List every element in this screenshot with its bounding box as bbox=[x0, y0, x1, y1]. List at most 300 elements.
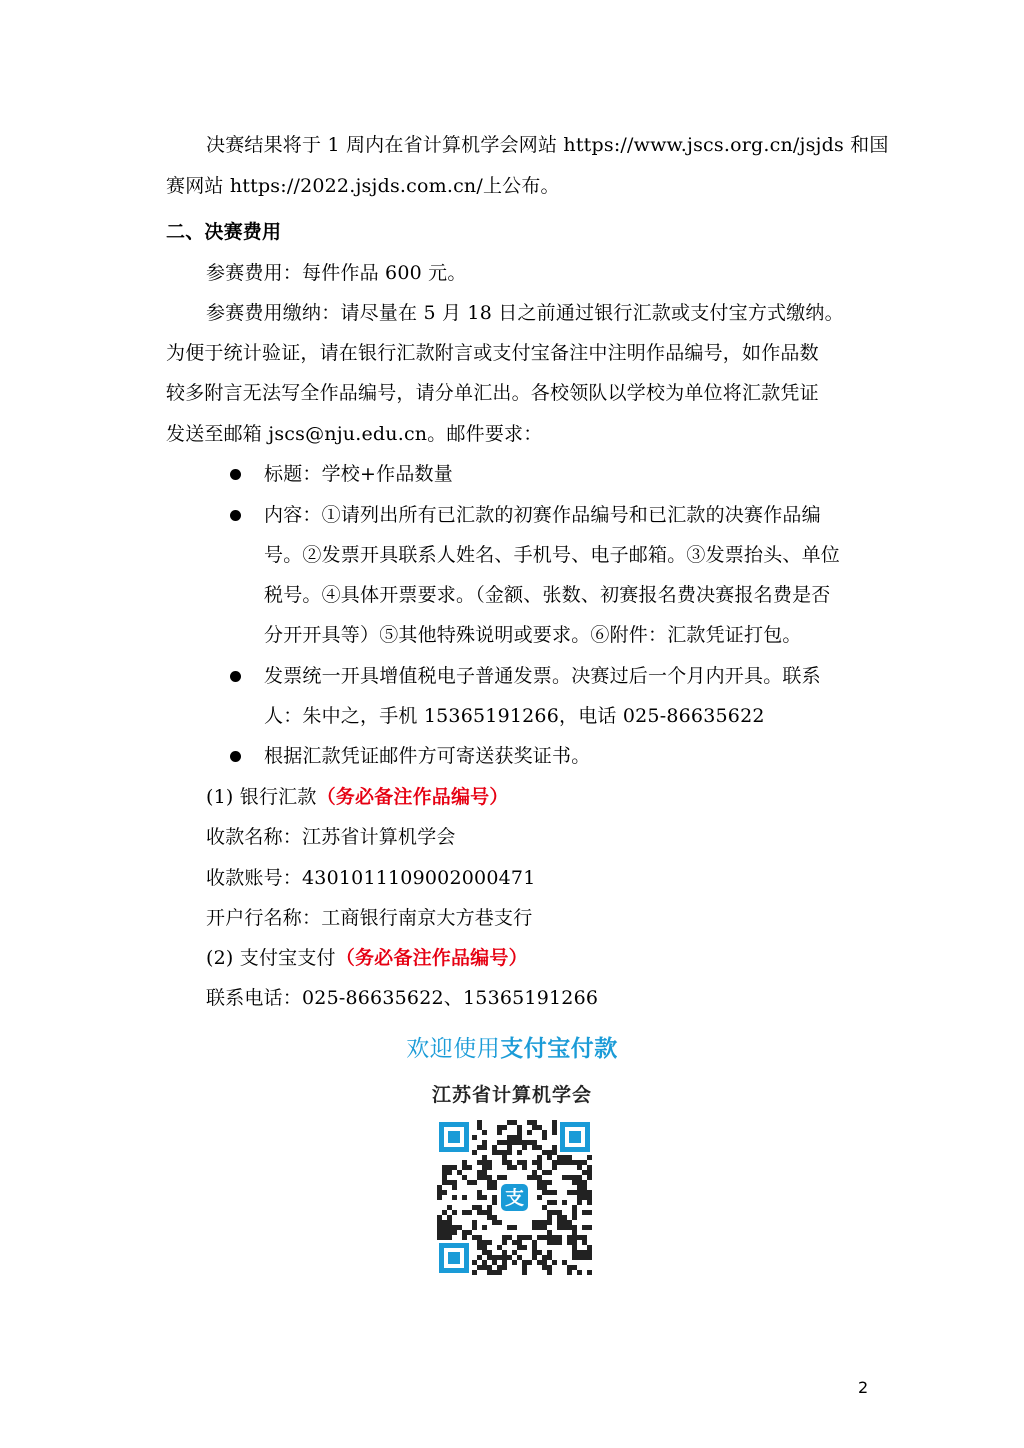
alipay-org-name: 江苏省计算机学会 bbox=[431, 1084, 592, 1106]
payment-line-1: 参赛费用缴纳：请尽量在 5 月 18 日之前通过银行汇款或支付宝方式缴纳。 bbox=[206, 302, 844, 324]
qr-module bbox=[572, 1210, 577, 1215]
qr-module bbox=[452, 1185, 457, 1190]
qr-module bbox=[537, 1220, 542, 1225]
qr-module bbox=[447, 1225, 452, 1230]
qr-module bbox=[482, 1195, 487, 1200]
qr-module bbox=[442, 1180, 447, 1185]
qr-module bbox=[482, 1130, 487, 1135]
qr-module bbox=[497, 1220, 502, 1225]
qr-module bbox=[442, 1175, 447, 1180]
qr-module bbox=[502, 1175, 507, 1180]
qr-module bbox=[542, 1235, 547, 1240]
bank-transfer-note: （务必备注作品编号） bbox=[316, 786, 509, 808]
qr-module bbox=[547, 1170, 552, 1175]
qr-module bbox=[497, 1140, 502, 1145]
qr-module bbox=[492, 1195, 497, 1200]
alipay-welcome-prefix: 欢迎使用 bbox=[406, 1036, 501, 1062]
qr-module bbox=[492, 1270, 497, 1275]
qr-module bbox=[482, 1250, 487, 1255]
qr-module bbox=[437, 1220, 442, 1225]
qr-module bbox=[572, 1160, 577, 1165]
qr-module bbox=[462, 1230, 467, 1235]
qr-module bbox=[442, 1230, 447, 1235]
qr-module bbox=[452, 1165, 457, 1170]
qr-module bbox=[532, 1225, 537, 1230]
qr-module bbox=[497, 1125, 502, 1130]
qr-module bbox=[472, 1270, 477, 1275]
qr-module bbox=[562, 1260, 567, 1265]
qr-module bbox=[507, 1255, 512, 1260]
qr-module bbox=[552, 1160, 557, 1165]
bullet-item-title: 标题：学校+作品数量 bbox=[264, 463, 453, 485]
qr-module bbox=[517, 1135, 522, 1140]
qr-module bbox=[547, 1210, 552, 1215]
qr-module bbox=[537, 1160, 542, 1165]
qr-module bbox=[582, 1190, 587, 1195]
qr-module bbox=[467, 1210, 472, 1215]
qr-module bbox=[542, 1170, 547, 1175]
qr-module bbox=[532, 1125, 537, 1130]
qr-module bbox=[447, 1180, 452, 1185]
qr-module bbox=[462, 1175, 467, 1180]
results-line-2: 赛网站 https://2022.jsjds.com.cn/上公布。 bbox=[166, 175, 560, 197]
qr-module bbox=[522, 1145, 527, 1150]
qr-module bbox=[507, 1165, 512, 1170]
qr-module bbox=[562, 1220, 567, 1225]
qr-module bbox=[527, 1260, 532, 1265]
qr-module bbox=[542, 1255, 547, 1260]
qr-module bbox=[502, 1260, 507, 1265]
qr-module bbox=[482, 1155, 487, 1160]
section-heading: 二、决赛费用 bbox=[166, 221, 282, 243]
qr-module bbox=[492, 1200, 497, 1205]
qr-module bbox=[517, 1240, 522, 1245]
qr-module bbox=[582, 1255, 587, 1260]
payment-line-4: 发送至邮箱 jscs@nju.edu.cn。邮件要求： bbox=[166, 423, 543, 445]
qr-module bbox=[547, 1150, 552, 1155]
qr-module bbox=[487, 1205, 492, 1210]
qr-module bbox=[477, 1255, 482, 1260]
qr-module bbox=[507, 1160, 512, 1165]
qr-module bbox=[477, 1125, 482, 1130]
qr-module bbox=[547, 1220, 552, 1225]
qr-module bbox=[487, 1160, 492, 1165]
qr-module bbox=[477, 1175, 482, 1180]
qr-module bbox=[462, 1165, 467, 1170]
qr-module bbox=[447, 1220, 452, 1225]
qr-module bbox=[482, 1265, 487, 1270]
qr-module bbox=[572, 1265, 577, 1270]
qr-module bbox=[482, 1245, 487, 1250]
qr-module bbox=[537, 1175, 542, 1180]
qr-module bbox=[572, 1245, 577, 1250]
qr-module bbox=[487, 1265, 492, 1270]
fee-line: 参赛费用：每件作品 600 元。 bbox=[206, 262, 467, 284]
qr-module bbox=[492, 1260, 497, 1265]
qr-module bbox=[472, 1220, 477, 1225]
bullet-item-invoice-2: 人：朱中之，手机 15365191266，电话 025-86635622 bbox=[264, 705, 765, 727]
qr-module bbox=[477, 1240, 482, 1245]
qr-module bbox=[582, 1185, 587, 1190]
qr-module bbox=[522, 1140, 527, 1145]
qr-module bbox=[447, 1170, 452, 1175]
qr-module bbox=[587, 1190, 592, 1195]
qr-module bbox=[577, 1270, 582, 1275]
bullet-item-content-3: 税号。④具体开票要求。（金额、张数、初赛报名费决赛报名费是否 bbox=[264, 584, 831, 606]
qr-module bbox=[547, 1230, 552, 1235]
qr-module bbox=[437, 1235, 442, 1240]
qr-finder-bottom-left bbox=[439, 1243, 469, 1273]
qr-module bbox=[572, 1235, 577, 1240]
qr-module bbox=[562, 1225, 567, 1230]
qr-module bbox=[482, 1160, 487, 1165]
page-number: 2 bbox=[858, 1378, 869, 1397]
qr-module bbox=[532, 1120, 537, 1125]
qr-module bbox=[507, 1135, 512, 1140]
qr-module bbox=[557, 1155, 562, 1160]
qr-module bbox=[537, 1235, 542, 1240]
qr-module bbox=[442, 1225, 447, 1230]
qr-module bbox=[502, 1155, 507, 1160]
qr-module bbox=[522, 1245, 527, 1250]
bank-transfer-label bbox=[206, 785, 509, 809]
qr-module bbox=[567, 1155, 572, 1160]
qr-module bbox=[497, 1270, 502, 1275]
qr-module bbox=[442, 1210, 447, 1215]
qr-module bbox=[492, 1255, 497, 1260]
qr-module bbox=[557, 1225, 562, 1230]
qr-module bbox=[582, 1160, 587, 1165]
qr-module bbox=[487, 1165, 492, 1170]
qr-module bbox=[497, 1150, 502, 1155]
qr-module bbox=[567, 1265, 572, 1270]
qr-module bbox=[477, 1190, 482, 1195]
qr-module bbox=[512, 1260, 517, 1265]
qr-module bbox=[512, 1165, 517, 1170]
qr-module bbox=[482, 1240, 487, 1245]
qr-module bbox=[537, 1225, 542, 1230]
qr-module bbox=[557, 1220, 562, 1225]
qr-module bbox=[477, 1160, 482, 1165]
qr-module bbox=[472, 1150, 477, 1155]
qr-module bbox=[487, 1185, 492, 1190]
account-number: 收款账号：4301011109002000471 bbox=[206, 867, 536, 889]
qr-module bbox=[437, 1225, 442, 1230]
qr-module bbox=[582, 1225, 587, 1230]
qr-module bbox=[517, 1140, 522, 1145]
qr-module bbox=[562, 1160, 567, 1165]
qr-module bbox=[547, 1235, 552, 1240]
alipay-note: （务必备注作品编号） bbox=[335, 947, 528, 969]
results-line-1: 决赛结果将于 1 周内在省计算机学会网站 https://www.jscs.org.cn/jsjds 和国 bbox=[206, 134, 889, 156]
qr-module bbox=[517, 1160, 522, 1165]
alipay-label bbox=[206, 946, 528, 970]
qr-module bbox=[507, 1225, 512, 1230]
qr-module bbox=[482, 1170, 487, 1175]
bullet-item-invoice-1: 发票统一开具增值税电子普通发票。决赛过后一个月内开具。联系 bbox=[264, 665, 821, 687]
qr-module bbox=[447, 1235, 452, 1240]
qr-module bbox=[502, 1235, 507, 1240]
qr-module bbox=[482, 1165, 487, 1170]
qr-module bbox=[517, 1125, 522, 1130]
qr-module bbox=[502, 1265, 507, 1270]
qr-module bbox=[492, 1150, 497, 1155]
qr-module bbox=[532, 1240, 537, 1245]
qr-module bbox=[572, 1180, 577, 1185]
qr-module bbox=[502, 1140, 507, 1145]
qr-module bbox=[542, 1205, 547, 1210]
qr-module bbox=[487, 1270, 492, 1275]
qr-module bbox=[532, 1170, 537, 1175]
alipay-welcome-banner bbox=[0, 1030, 1024, 1063]
qr-module bbox=[482, 1225, 487, 1230]
qr-module bbox=[537, 1165, 542, 1170]
qr-module bbox=[547, 1255, 552, 1260]
alipay-logo-icon bbox=[499, 1182, 530, 1213]
qr-module bbox=[502, 1150, 507, 1155]
qr-module bbox=[477, 1145, 482, 1150]
qr-module bbox=[567, 1175, 572, 1180]
qr-module bbox=[567, 1190, 572, 1195]
qr-module bbox=[552, 1130, 557, 1135]
qr-module bbox=[572, 1240, 577, 1245]
qr-module bbox=[547, 1190, 552, 1195]
qr-module bbox=[572, 1225, 577, 1230]
qr-module bbox=[542, 1220, 547, 1225]
qr-module bbox=[502, 1250, 507, 1255]
qr-module bbox=[557, 1210, 562, 1215]
qr-module bbox=[472, 1235, 477, 1240]
qr-module bbox=[552, 1235, 557, 1240]
qr-module bbox=[537, 1125, 542, 1130]
qr-module bbox=[517, 1130, 522, 1135]
qr-module bbox=[532, 1160, 537, 1165]
qr-module bbox=[577, 1200, 582, 1205]
qr-module bbox=[437, 1185, 442, 1190]
qr-module bbox=[552, 1240, 557, 1245]
qr-module bbox=[577, 1180, 582, 1185]
qr-module bbox=[467, 1180, 472, 1185]
alipay-title: (2) 支付宝支付 bbox=[206, 947, 336, 969]
qr-module bbox=[537, 1195, 542, 1200]
qr-module bbox=[542, 1135, 547, 1140]
qr-module bbox=[542, 1225, 547, 1230]
qr-module bbox=[567, 1235, 572, 1240]
qr-module bbox=[452, 1195, 457, 1200]
qr-module bbox=[512, 1225, 517, 1230]
qr-module bbox=[537, 1155, 542, 1160]
qr-module bbox=[547, 1180, 552, 1185]
qr-module bbox=[462, 1235, 467, 1240]
qr-module bbox=[532, 1245, 537, 1250]
qr-module bbox=[487, 1250, 492, 1255]
qr-module bbox=[542, 1185, 547, 1190]
qr-module bbox=[492, 1185, 497, 1190]
qr-module bbox=[477, 1120, 482, 1125]
qr-module bbox=[562, 1200, 567, 1205]
qr-module bbox=[492, 1220, 497, 1225]
qr-module bbox=[487, 1180, 492, 1185]
qr-module bbox=[512, 1120, 517, 1125]
qr-module bbox=[447, 1165, 452, 1170]
qr-module bbox=[477, 1235, 482, 1240]
qr-module bbox=[582, 1210, 587, 1215]
qr-module bbox=[572, 1190, 577, 1195]
qr-module bbox=[577, 1175, 582, 1180]
qr-module bbox=[442, 1170, 447, 1175]
qr-module bbox=[482, 1260, 487, 1265]
qr-module bbox=[487, 1240, 492, 1245]
bullet-item-content-1: 内容：①请列出所有已汇款的初赛作品编号和已汇款的决赛作品编 bbox=[264, 504, 821, 526]
qr-module bbox=[577, 1190, 582, 1195]
qr-module bbox=[577, 1195, 582, 1200]
qr-module bbox=[537, 1250, 542, 1255]
qr-module bbox=[517, 1255, 522, 1260]
qr-module bbox=[477, 1245, 482, 1250]
qr-module bbox=[472, 1180, 477, 1185]
qr-module bbox=[447, 1215, 452, 1220]
qr-module bbox=[477, 1205, 482, 1210]
qr-module bbox=[512, 1250, 517, 1255]
qr-module bbox=[452, 1210, 457, 1215]
qr-module bbox=[547, 1270, 552, 1275]
qr-module bbox=[587, 1250, 592, 1255]
qr-module bbox=[552, 1200, 557, 1205]
qr-module bbox=[547, 1250, 552, 1255]
qr-module bbox=[527, 1140, 532, 1145]
qr-finder-top-right bbox=[560, 1122, 590, 1152]
qr-module bbox=[542, 1190, 547, 1195]
qr-module bbox=[572, 1230, 577, 1235]
qr-module bbox=[492, 1180, 497, 1185]
qr-module bbox=[477, 1195, 482, 1200]
qr-module bbox=[442, 1220, 447, 1225]
qr-module bbox=[487, 1255, 492, 1260]
qr-module bbox=[572, 1255, 577, 1260]
qr-module bbox=[487, 1210, 492, 1215]
qr-module bbox=[572, 1205, 577, 1210]
qr-module bbox=[522, 1235, 527, 1240]
qr-module bbox=[582, 1195, 587, 1200]
qr-module bbox=[497, 1130, 502, 1135]
qr-module bbox=[472, 1225, 477, 1230]
bullet-dot bbox=[230, 751, 241, 762]
qr-module bbox=[467, 1165, 472, 1170]
qr-module bbox=[557, 1240, 562, 1245]
qr-module bbox=[542, 1130, 547, 1135]
qr-module bbox=[447, 1230, 452, 1235]
qr-module bbox=[522, 1270, 527, 1275]
payment-line-3: 较多附言无法写全作品编号，请分单汇出。各校领队以学校为单位将汇款凭证 bbox=[166, 382, 819, 404]
qr-module bbox=[547, 1240, 552, 1245]
qr-module bbox=[442, 1235, 447, 1240]
qr-module bbox=[487, 1215, 492, 1220]
alipay-qr-code bbox=[437, 1120, 592, 1275]
qr-module bbox=[527, 1235, 532, 1240]
qr-module bbox=[502, 1240, 507, 1245]
qr-module bbox=[477, 1265, 482, 1270]
qr-module bbox=[437, 1215, 442, 1220]
qr-module bbox=[522, 1165, 527, 1170]
qr-module bbox=[507, 1150, 512, 1155]
qr-module bbox=[472, 1135, 477, 1140]
qr-module bbox=[517, 1150, 522, 1155]
qr-module bbox=[587, 1270, 592, 1275]
qr-module bbox=[507, 1145, 512, 1150]
qr-module bbox=[582, 1250, 587, 1255]
bullet-item-content-2: 号。②发票开具联系人姓名、手机号、电子邮箱。③发票抬头、单位 bbox=[264, 544, 841, 566]
qr-module bbox=[587, 1195, 592, 1200]
qr-module bbox=[552, 1165, 557, 1170]
qr-module bbox=[497, 1255, 502, 1260]
qr-module bbox=[547, 1200, 552, 1205]
qr-module bbox=[437, 1190, 442, 1195]
qr-module bbox=[587, 1155, 592, 1160]
qr-module bbox=[462, 1160, 467, 1165]
qr-module bbox=[572, 1215, 577, 1220]
qr-module bbox=[572, 1175, 577, 1180]
payee-name: 收款名称：江苏省计算机学会 bbox=[206, 826, 456, 848]
qr-module bbox=[547, 1265, 552, 1270]
qr-module bbox=[482, 1175, 487, 1180]
bullet-item-content-4: 分开开具等）⑤其他特殊说明或要求。⑥附件：汇款凭证打包。 bbox=[264, 624, 802, 646]
qr-module bbox=[587, 1255, 592, 1260]
qr-module bbox=[557, 1160, 562, 1165]
qr-module bbox=[587, 1225, 592, 1230]
qr-module bbox=[542, 1265, 547, 1270]
qr-module bbox=[582, 1240, 587, 1245]
qr-module bbox=[532, 1145, 537, 1150]
qr-module bbox=[552, 1125, 557, 1130]
qr-module bbox=[532, 1220, 537, 1225]
qr-module bbox=[557, 1215, 562, 1220]
qr-module bbox=[512, 1240, 517, 1245]
qr-module bbox=[552, 1210, 557, 1215]
qr-module bbox=[582, 1235, 587, 1240]
qr-module bbox=[577, 1160, 582, 1165]
qr-module bbox=[567, 1270, 572, 1275]
qr-module bbox=[577, 1185, 582, 1190]
qr-module bbox=[492, 1145, 497, 1150]
qr-module bbox=[547, 1155, 552, 1160]
qr-module bbox=[512, 1140, 517, 1145]
qr-module bbox=[502, 1125, 507, 1130]
qr-module bbox=[452, 1225, 457, 1230]
bank-transfer-title: (1) 银行汇款 bbox=[206, 786, 317, 808]
qr-finder-top-left bbox=[439, 1122, 469, 1152]
qr-module bbox=[537, 1145, 542, 1150]
qr-module bbox=[552, 1190, 557, 1195]
qr-module bbox=[552, 1150, 557, 1155]
qr-module bbox=[517, 1245, 522, 1250]
qr-module bbox=[442, 1165, 447, 1170]
qr-module bbox=[452, 1230, 457, 1235]
qr-module bbox=[472, 1260, 477, 1265]
qr-module bbox=[587, 1165, 592, 1170]
qr-module bbox=[507, 1120, 512, 1125]
qr-module bbox=[577, 1250, 582, 1255]
qr-module bbox=[482, 1145, 487, 1150]
qr-module bbox=[542, 1180, 547, 1185]
qr-module bbox=[477, 1210, 482, 1215]
qr-module bbox=[527, 1175, 532, 1180]
qr-module bbox=[562, 1215, 567, 1220]
bullet-item-certificate: 根据汇款凭证邮件方可寄送获奖证书。 bbox=[264, 745, 591, 767]
svg-text:支: 支 bbox=[504, 1187, 525, 1209]
qr-module bbox=[487, 1175, 492, 1180]
qr-module bbox=[467, 1230, 472, 1235]
qr-module bbox=[532, 1250, 537, 1255]
